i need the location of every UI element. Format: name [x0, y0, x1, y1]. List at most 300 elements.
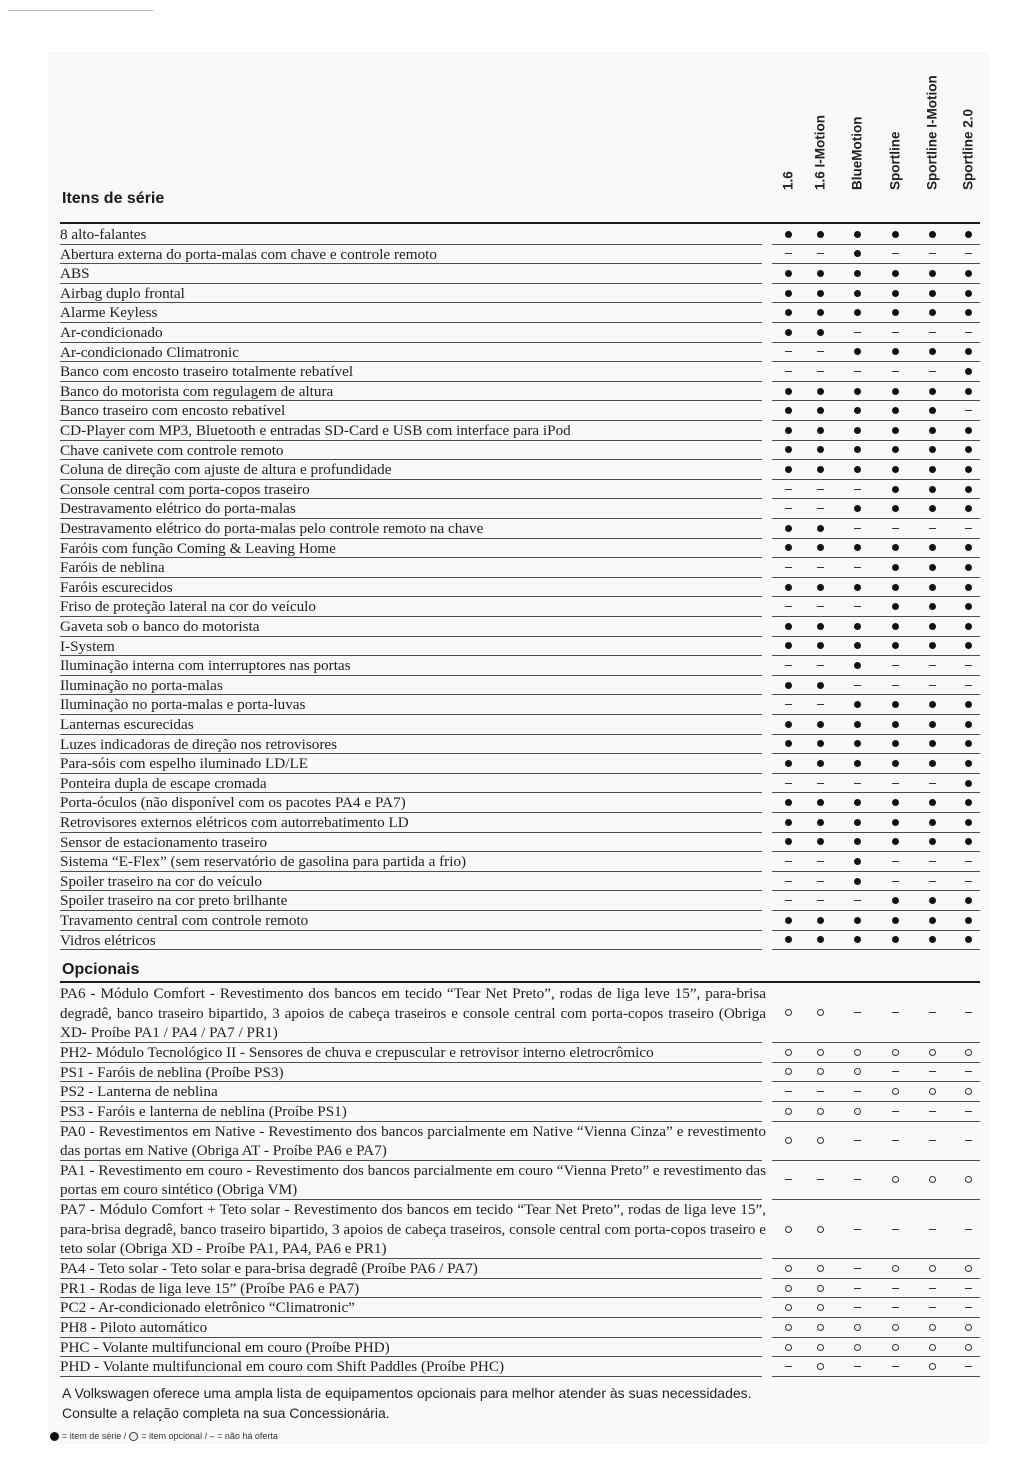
not-offered-dash-icon — [922, 1134, 942, 1148]
not-offered-dash-icon — [885, 1301, 905, 1315]
not-offered-dash-icon — [958, 522, 978, 536]
not-offered-dash-icon — [810, 600, 830, 614]
not-offered-dash-icon — [778, 600, 798, 614]
standard-dot-icon — [958, 737, 978, 751]
not-offered-dash-icon — [778, 698, 798, 712]
standard-item-row — [60, 421, 980, 441]
standard-dot-icon — [810, 228, 830, 242]
optional-item-label: PS3 - Faróis e lanterna de neblina (Proíbe PS1) — [60, 1102, 347, 1120]
not-offered-dash-icon — [847, 522, 867, 536]
standard-dot-icon — [922, 306, 942, 320]
standard-dot-icon — [958, 718, 978, 732]
standard-item-label: Destravamento elétrico do porta-malas pelo controle remoto na chave — [60, 520, 484, 537]
optional-item-row — [60, 1357, 980, 1377]
not-offered-dash-icon — [847, 1006, 867, 1020]
standard-item-row — [60, 715, 980, 735]
standard-item-label: Iluminação no porta-malas e porta-luvas — [60, 696, 306, 714]
standard-dot-icon — [885, 267, 905, 281]
optional-circle-icon — [922, 1341, 942, 1355]
not-offered-dash-icon — [778, 777, 798, 791]
optional-item-label: PHC - Volante multifuncional em couro (Proíbe PHD) — [60, 1338, 390, 1356]
optional-item-row — [60, 1259, 980, 1279]
standard-dot-icon — [958, 639, 978, 653]
optional-item-row — [60, 1082, 980, 1102]
standard-dot-icon — [922, 502, 942, 516]
optional-circle-icon — [958, 1321, 978, 1335]
standard-dot-icon — [958, 698, 978, 712]
not-offered-dash-icon — [810, 561, 830, 575]
row-divider — [772, 1376, 980, 1377]
standard-item-row — [60, 656, 980, 676]
optional-items-top-rule — [60, 981, 980, 983]
standard-item-label: Banco do motorista com regulagem de altura — [60, 382, 334, 400]
standard-dot-icon — [847, 424, 867, 438]
optional-circle-icon — [885, 1046, 905, 1060]
standard-dot-icon — [922, 600, 942, 614]
not-offered-dash-icon — [958, 404, 978, 418]
not-offered-dash-icon — [847, 365, 867, 379]
standard-item-label: Destravamento elétrico do porta-malas — [60, 500, 296, 518]
not-offered-dash-icon — [847, 1134, 867, 1148]
standard-dot-icon — [847, 757, 867, 771]
row-divider — [60, 1376, 762, 1377]
not-offered-dash-icon — [847, 600, 867, 614]
standard-dot-icon — [810, 718, 830, 732]
not-offered-dash-icon — [778, 875, 798, 889]
standard-item-row — [60, 303, 980, 323]
not-offered-dash-icon — [922, 1223, 942, 1237]
standard-dot-icon — [847, 639, 867, 653]
not-offered-dash-icon — [885, 1134, 905, 1148]
standard-dot-icon — [922, 757, 942, 771]
standard-item-row — [60, 597, 980, 617]
standard-item-label: Coluna de direção com ajuste de altura e profundidade — [60, 461, 392, 479]
standard-item-row — [60, 676, 980, 696]
not-offered-dash-icon — [885, 1105, 905, 1119]
not-offered-dash-icon — [885, 875, 905, 889]
standard-item-label: Iluminação interna com interruptores nas portas — [60, 657, 351, 675]
standard-item-row — [60, 617, 980, 637]
standard-dot-icon — [847, 287, 867, 301]
standard-dot-icon — [778, 679, 798, 693]
optional-item-row — [60, 1063, 980, 1083]
standard-item-label: Banco traseiro com encosto rebatível — [60, 402, 286, 420]
standard-dot-icon — [847, 247, 867, 261]
standard-item-row — [60, 401, 980, 421]
not-offered-dash-icon — [922, 1282, 942, 1296]
not-offered-dash-icon — [810, 855, 830, 869]
not-offered-dash-icon — [885, 326, 905, 340]
standard-dot-icon — [847, 855, 867, 869]
standard-dot-icon — [810, 404, 830, 418]
standard-dot-icon — [847, 659, 867, 673]
optional-circle-icon — [922, 1321, 942, 1335]
standard-dot-icon — [958, 796, 978, 810]
standard-dot-icon — [885, 894, 905, 908]
standard-dot-icon — [847, 463, 867, 477]
standard-dot-icon — [778, 463, 798, 477]
standard-item-row — [60, 539, 980, 559]
standard-dot-icon — [958, 483, 978, 497]
not-offered-dash-icon — [885, 1360, 905, 1374]
standard-dot-icon — [778, 933, 798, 947]
standard-dot-icon — [847, 816, 867, 830]
optional-circle-icon — [810, 1301, 830, 1315]
not-offered-dash-icon — [810, 875, 830, 889]
optional-circle-icon — [778, 1301, 798, 1315]
standard-item-row — [60, 323, 980, 343]
optional-item-label: PA4 - Teto solar - Teto solar e para-brisa degradê (Proíbe PA6 / PA7) — [60, 1260, 478, 1278]
standard-item-label: Faróis com função Coming & Leaving Home — [60, 539, 336, 557]
standard-dot-icon — [958, 306, 978, 320]
optional-circle-icon — [922, 1360, 942, 1374]
optional-circle-icon — [778, 1321, 798, 1335]
optional-item-label: PH2- Módulo Tecnológico II - Sensores de chuva e crepuscular e retrovisor interno eletrocrômico — [60, 1043, 654, 1061]
not-offered-dash-icon — [922, 1065, 942, 1079]
optional-circle-icon — [810, 1321, 830, 1335]
standard-dot-icon — [810, 933, 830, 947]
standard-dot-icon — [50, 1432, 59, 1441]
optional-item-label: PA1 - Revestimento em couro - Revestimento dos bancos parcialmente em couro “Vienna Preto” e revestimento das portas em couro sintético (Obriga VM) — [60, 1161, 766, 1199]
standard-item-row — [60, 891, 980, 911]
standard-dot-icon — [847, 385, 867, 399]
not-offered-dash-icon — [778, 561, 798, 575]
optional-circle-icon — [129, 1432, 138, 1441]
standard-dot-icon — [847, 443, 867, 457]
standard-dot-icon — [778, 385, 798, 399]
optional-circle-icon — [885, 1173, 905, 1187]
standard-dot-icon — [958, 463, 978, 477]
optional-items-title: Opcionais — [62, 961, 140, 978]
standard-dot-icon — [885, 463, 905, 477]
standard-dot-icon — [922, 404, 942, 418]
standard-dot-icon — [810, 306, 830, 320]
standard-dot-icon — [778, 796, 798, 810]
optional-circle-icon — [810, 1262, 830, 1276]
standard-dot-icon — [778, 404, 798, 418]
model-header-label: Sportline I-Motion — [924, 75, 940, 190]
not-offered-dash-icon — [922, 522, 942, 536]
standard-dot-icon — [958, 894, 978, 908]
not-offered-dash-icon — [847, 561, 867, 575]
standard-dot-icon — [810, 287, 830, 301]
not-offered-dash-icon — [922, 875, 942, 889]
model-header-3 — [885, 60, 905, 205]
standard-item-row — [60, 343, 980, 363]
standard-item-label: Abertura externa do porta-malas com chave e controle remoto — [60, 245, 437, 263]
optional-circle-icon — [810, 1134, 830, 1148]
standard-dot-icon — [847, 875, 867, 889]
standard-item-row — [60, 833, 980, 853]
not-offered-dash-icon — [810, 502, 830, 516]
standard-dot-icon — [958, 933, 978, 947]
standard-dot-icon — [922, 541, 942, 555]
standard-dot-icon — [958, 287, 978, 301]
not-offered-dash-icon — [958, 679, 978, 693]
not-offered-dash-icon — [922, 679, 942, 693]
legend-standard-text: = item de série / — [62, 1431, 127, 1441]
standard-dot-icon — [922, 267, 942, 281]
not-offered-dash-icon — [885, 1006, 905, 1020]
standard-dot-icon — [847, 914, 867, 928]
standard-item-label: Porta-óculos (não disponível com os pacotes PA4 e PA7) — [60, 794, 406, 812]
standard-item-row — [60, 362, 980, 382]
not-offered-dash-icon — [778, 247, 798, 261]
standard-item-row — [60, 264, 980, 284]
standard-dot-icon — [810, 326, 830, 340]
model-header-label: Sportline — [887, 131, 903, 190]
not-offered-dash-icon — [885, 679, 905, 693]
standard-item-label: Spoiler traseiro na cor preto brilhante — [60, 892, 288, 910]
not-offered-dash-icon — [958, 1223, 978, 1237]
standard-dot-icon — [778, 639, 798, 653]
standard-dot-icon — [810, 443, 830, 457]
not-offered-dash-icon — [922, 1105, 942, 1119]
standard-dot-icon — [847, 345, 867, 359]
standard-dot-icon — [922, 581, 942, 595]
not-offered-dash-icon — [778, 483, 798, 497]
standard-item-label: Para-sóis com espelho iluminado LD/LE — [60, 755, 309, 773]
optional-circle-icon — [778, 1134, 798, 1148]
standard-dot-icon — [885, 581, 905, 595]
model-header-label: 1.6 I-Motion — [812, 115, 828, 190]
not-offered-dash-icon — [958, 659, 978, 673]
standard-dot-icon — [958, 541, 978, 555]
standard-dot-icon — [778, 581, 798, 595]
standard-item-row — [60, 754, 980, 774]
standard-dot-icon — [847, 737, 867, 751]
standard-dot-icon — [885, 483, 905, 497]
not-offered-dash-icon — [958, 1134, 978, 1148]
standard-dot-icon — [810, 796, 830, 810]
standard-dot-icon — [847, 620, 867, 634]
not-offered-dash-icon — [958, 1105, 978, 1119]
standard-dot-icon — [885, 502, 905, 516]
not-offered-dash-icon — [922, 777, 942, 791]
standard-dot-icon — [922, 620, 942, 634]
standard-item-label: Chave canivete com controle remoto — [60, 441, 284, 459]
standard-dot-icon — [922, 345, 942, 359]
standard-dot-icon — [810, 424, 830, 438]
standard-item-row — [60, 519, 980, 539]
standard-dot-icon — [958, 502, 978, 516]
not-offered-dash-icon — [885, 659, 905, 673]
standard-dot-icon — [847, 933, 867, 947]
not-offered-dash-icon — [885, 247, 905, 261]
standard-dot-icon — [922, 914, 942, 928]
legend-optional-text: = item opcional / – = não há oferta — [141, 1431, 278, 1441]
standard-item-row — [60, 284, 980, 304]
optional-item-label: PC2 - Ar-condicionado eletrônico “Climatronic” — [60, 1299, 355, 1317]
standard-dot-icon — [778, 267, 798, 281]
optional-circle-icon — [810, 1065, 830, 1079]
standard-dot-icon — [885, 698, 905, 712]
standard-dot-icon — [885, 561, 905, 575]
standard-dot-icon — [810, 914, 830, 928]
not-offered-dash-icon — [778, 1173, 798, 1187]
standard-dot-icon — [958, 424, 978, 438]
standard-dot-icon — [922, 483, 942, 497]
optional-circle-icon — [778, 1262, 798, 1276]
optional-circle-icon — [958, 1046, 978, 1060]
not-offered-dash-icon — [810, 247, 830, 261]
standard-item-row — [60, 774, 980, 794]
optional-circle-icon — [922, 1046, 942, 1060]
optional-circle-icon — [885, 1341, 905, 1355]
standard-dot-icon — [922, 737, 942, 751]
standard-dot-icon — [778, 326, 798, 340]
standard-item-label: Retrovisores externos elétricos com autorrebatimento LD — [60, 814, 409, 831]
standard-item-label: Airbag duplo frontal — [60, 284, 185, 302]
optional-item-row — [60, 1161, 980, 1200]
standard-dot-icon — [885, 737, 905, 751]
standard-dot-icon — [922, 894, 942, 908]
standard-item-label: Luzes indicadoras de direção nos retrovisores — [60, 735, 338, 753]
not-offered-dash-icon — [778, 894, 798, 908]
standard-item-row — [60, 793, 980, 813]
standard-item-row — [60, 480, 980, 500]
not-offered-dash-icon — [885, 855, 905, 869]
standard-dot-icon — [958, 561, 978, 575]
standard-item-label: Friso de proteção lateral na cor do veículo — [60, 598, 316, 616]
standard-dot-icon — [922, 698, 942, 712]
optional-circle-icon — [958, 1262, 978, 1276]
standard-dot-icon — [778, 835, 798, 849]
optional-circle-icon — [810, 1046, 830, 1060]
standard-dot-icon — [847, 581, 867, 595]
standard-dot-icon — [810, 737, 830, 751]
standard-dot-icon — [922, 228, 942, 242]
optional-item-label: PA0 - Revestimentos em Native - Revestimento dos bancos parcialmente em Native “Vienna Cinza” e revestimento das portas em Native (Obriga AT - Proíbe PA6 e PA7) — [60, 1122, 766, 1160]
standard-dot-icon — [885, 345, 905, 359]
not-offered-dash-icon — [847, 1301, 867, 1315]
standard-dot-icon — [885, 835, 905, 849]
standard-item-row — [60, 735, 980, 755]
optional-circle-icon — [922, 1173, 942, 1187]
standard-dot-icon — [778, 718, 798, 732]
not-offered-dash-icon — [958, 326, 978, 340]
standard-dot-icon — [922, 385, 942, 399]
optional-circle-icon — [778, 1282, 798, 1296]
standard-dot-icon — [885, 287, 905, 301]
standard-item-row — [60, 558, 980, 578]
standard-dot-icon — [810, 522, 830, 536]
standard-dot-icon — [958, 345, 978, 359]
optional-circle-icon — [958, 1173, 978, 1187]
standard-dot-icon — [885, 639, 905, 653]
standard-item-label: Travamento central com controle remoto — [60, 912, 309, 929]
optional-circle-icon — [778, 1105, 798, 1119]
standard-dot-icon — [810, 267, 830, 281]
not-offered-dash-icon — [847, 679, 867, 693]
model-header-label: BlueMotion — [849, 116, 865, 190]
standard-dot-icon — [847, 502, 867, 516]
standard-dot-icon — [810, 463, 830, 477]
not-offered-dash-icon — [847, 1282, 867, 1296]
optional-item-label: PS2 - Lanterna de neblina — [60, 1083, 218, 1101]
standard-item-row — [60, 695, 980, 715]
optional-item-row — [60, 1279, 980, 1299]
optional-item-label: PR1 - Rodas de liga leve 15” (Proíbe PA6 e PA7) — [60, 1279, 360, 1297]
not-offered-dash-icon — [810, 1173, 830, 1187]
not-offered-dash-icon — [847, 483, 867, 497]
not-offered-dash-icon — [847, 1262, 867, 1276]
not-offered-dash-icon — [958, 1065, 978, 1079]
standard-item-label: Faróis escurecidos — [60, 578, 173, 596]
optional-item-row — [60, 984, 980, 1043]
standard-dot-icon — [958, 443, 978, 457]
standard-item-row — [60, 460, 980, 480]
not-offered-dash-icon — [922, 659, 942, 673]
not-offered-dash-icon — [778, 502, 798, 516]
standard-item-label: Iluminação no porta-malas — [60, 676, 223, 694]
optional-circle-icon — [885, 1321, 905, 1335]
not-offered-dash-icon — [847, 326, 867, 340]
standard-dot-icon — [885, 228, 905, 242]
standard-dot-icon — [810, 679, 830, 693]
model-header-1 — [810, 60, 830, 205]
row-divider — [772, 949, 980, 950]
standard-dot-icon — [958, 620, 978, 634]
standard-dot-icon — [810, 541, 830, 555]
standard-dot-icon — [810, 385, 830, 399]
not-offered-dash-icon — [885, 522, 905, 536]
standard-item-row — [60, 578, 980, 598]
standard-dot-icon — [958, 777, 978, 791]
standard-dot-icon — [885, 600, 905, 614]
standard-item-label: Sistema “E-Flex” (sem reservatório de gasolina para partida a frio) — [60, 853, 467, 871]
scan-edge-line — [8, 10, 153, 11]
not-offered-dash-icon — [847, 1173, 867, 1187]
not-offered-dash-icon — [778, 345, 798, 359]
standard-item-label: Sensor de estacionamento traseiro — [60, 833, 268, 851]
optional-circle-icon — [810, 1223, 830, 1237]
standard-item-row — [60, 441, 980, 461]
standard-dot-icon — [847, 541, 867, 555]
standard-dot-icon — [778, 816, 798, 830]
standard-dot-icon — [885, 914, 905, 928]
model-header-label: Sportline 2.0 — [960, 108, 976, 190]
standard-dot-icon — [922, 424, 942, 438]
standard-dot-icon — [810, 581, 830, 595]
legend — [50, 1431, 278, 1441]
standard-dot-icon — [778, 737, 798, 751]
optional-circle-icon — [778, 1006, 798, 1020]
standard-dot-icon — [778, 914, 798, 928]
standard-dot-icon — [778, 424, 798, 438]
model-header-label: 1.6 — [780, 171, 796, 190]
optional-circle-icon — [885, 1085, 905, 1099]
optional-item-row — [60, 1200, 980, 1259]
standard-dot-icon — [922, 639, 942, 653]
optional-item-row — [60, 1318, 980, 1338]
not-offered-dash-icon — [810, 659, 830, 673]
standard-dot-icon — [847, 404, 867, 418]
not-offered-dash-icon — [922, 247, 942, 261]
optional-circle-icon — [810, 1006, 830, 1020]
standard-dot-icon — [922, 443, 942, 457]
standard-dot-icon — [885, 816, 905, 830]
optional-circle-icon — [885, 1262, 905, 1276]
optional-circle-icon — [958, 1085, 978, 1099]
optional-circle-icon — [847, 1105, 867, 1119]
not-offered-dash-icon — [958, 1282, 978, 1296]
optional-circle-icon — [958, 1341, 978, 1355]
optional-item-row — [60, 1298, 980, 1318]
standard-item-label: Banco com encosto traseiro totalmente rebatível — [60, 363, 354, 381]
not-offered-dash-icon — [810, 365, 830, 379]
standard-item-label: ABS — [60, 265, 90, 283]
